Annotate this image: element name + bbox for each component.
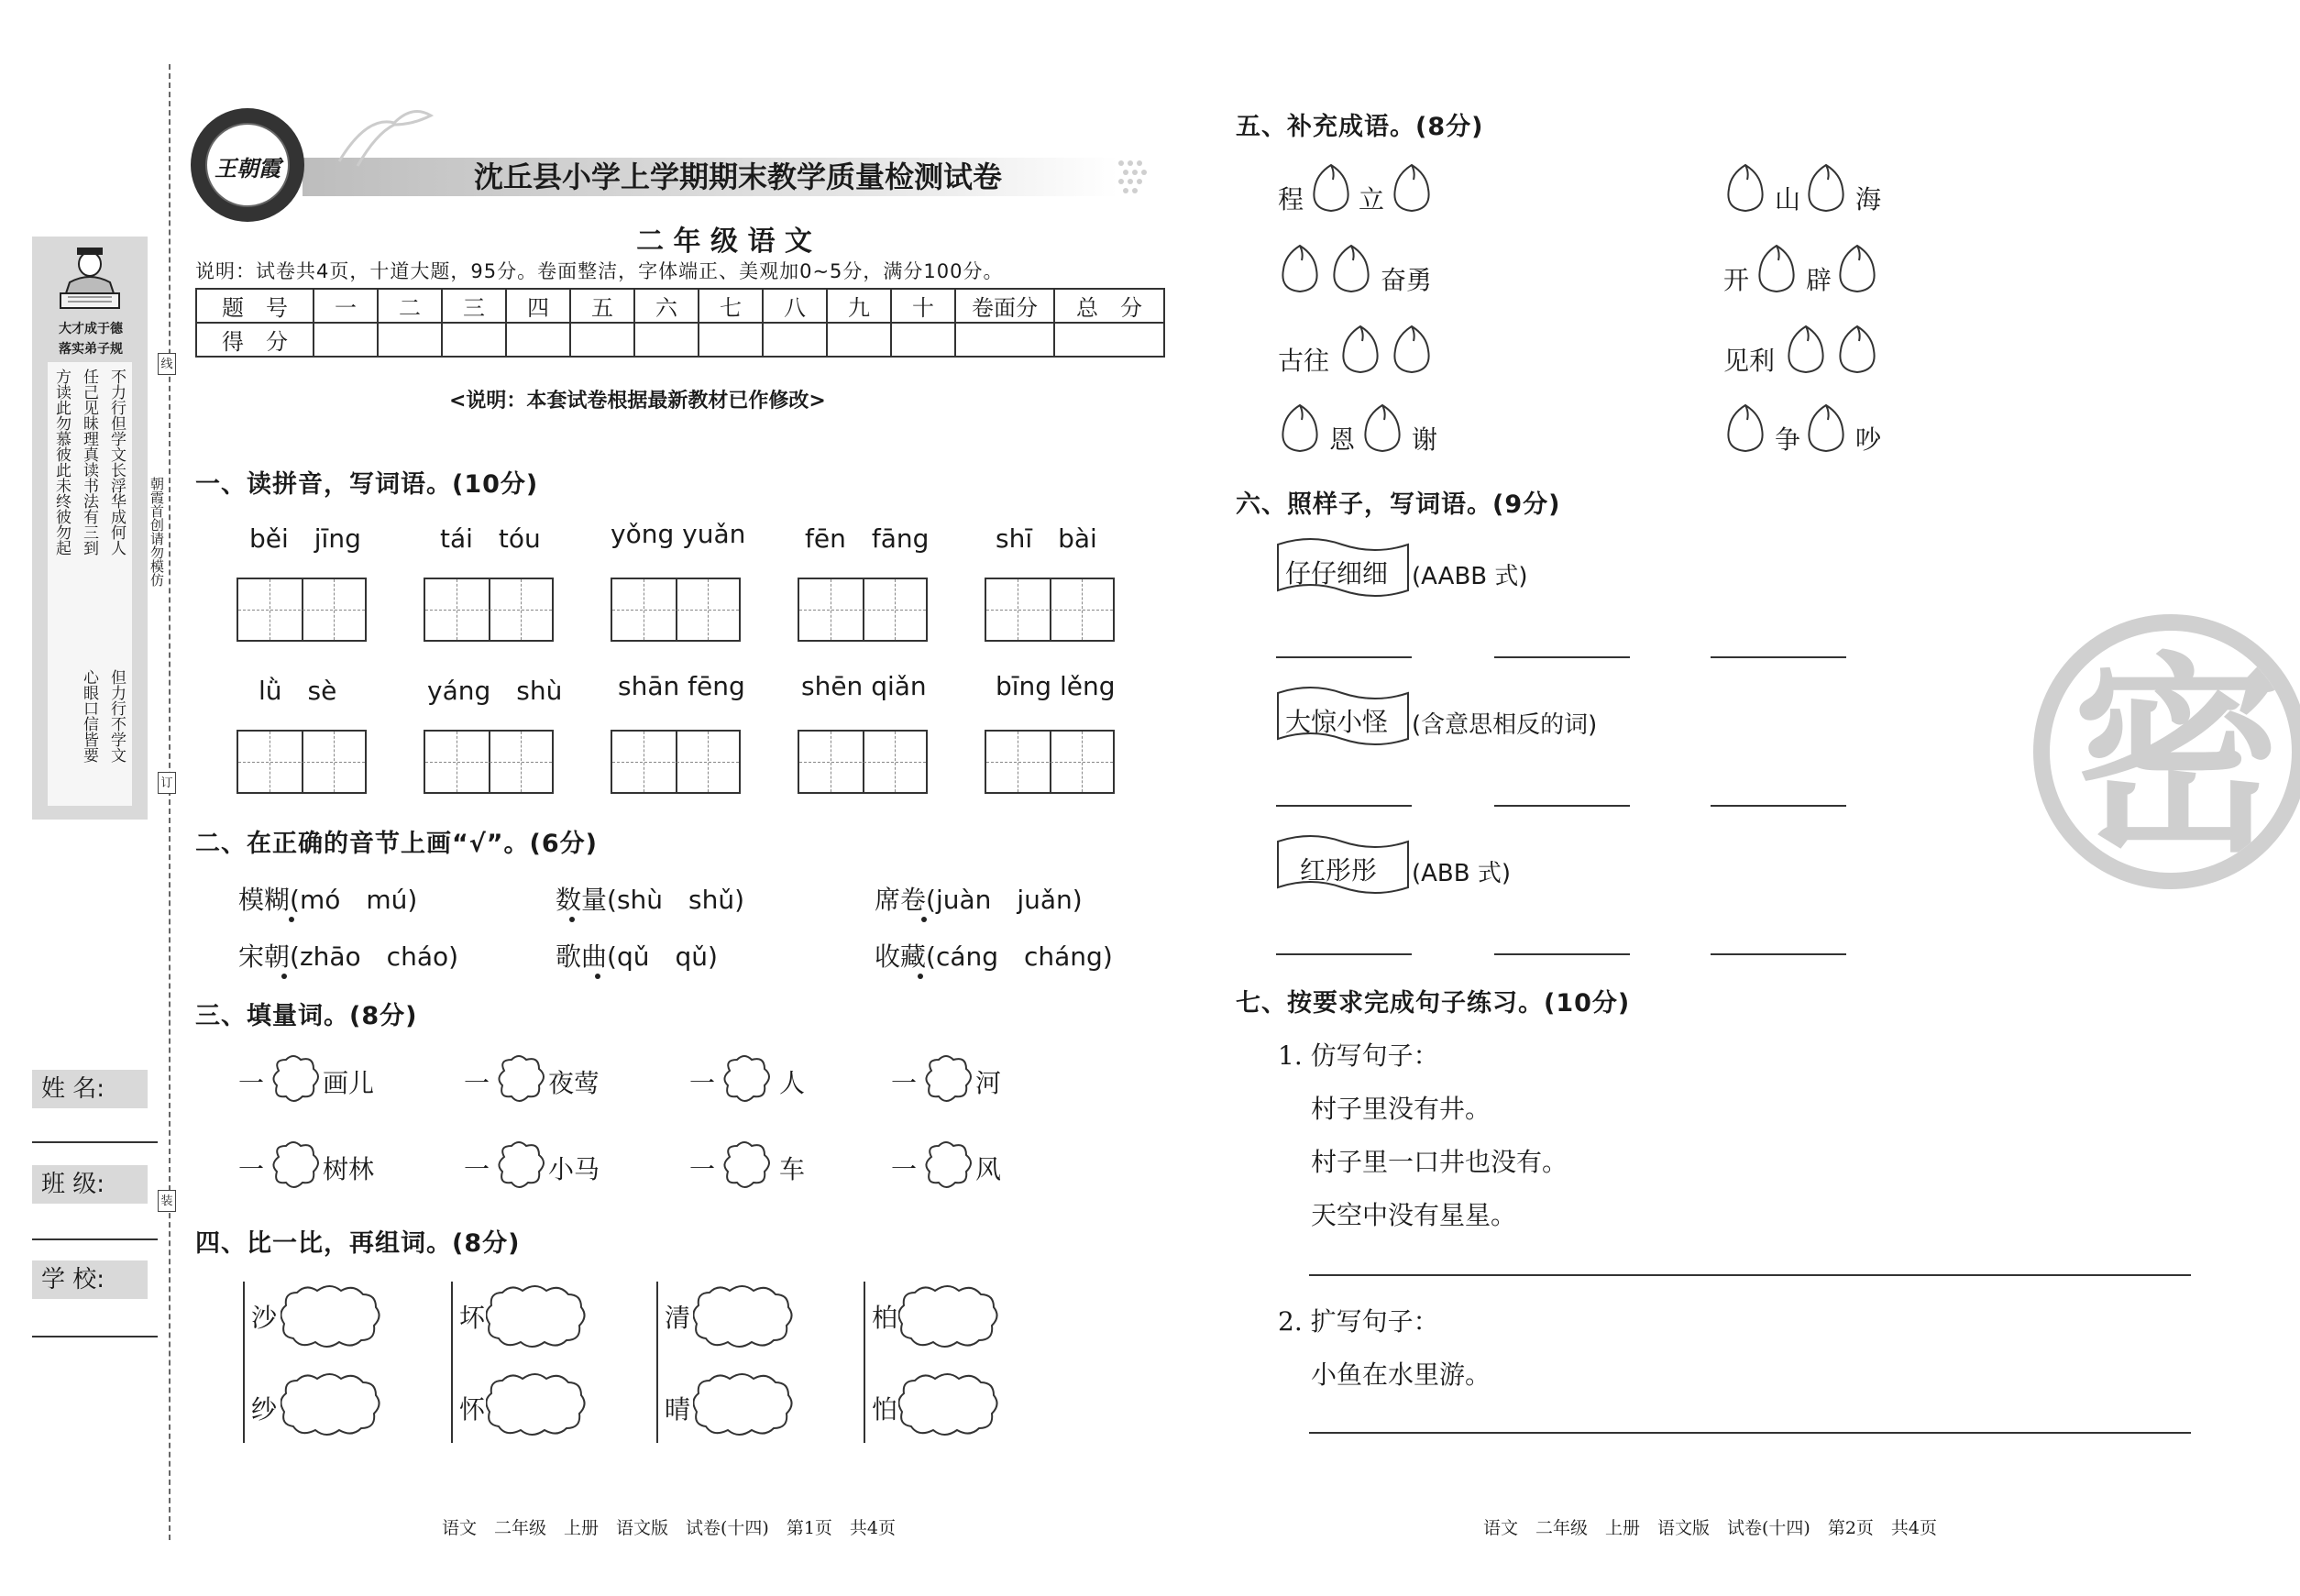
idiom-peach-blank[interactable] (1327, 242, 1379, 297)
s2-item[interactable] (238, 937, 458, 974)
s2-item[interactable] (556, 937, 718, 974)
pinyin-2-2: yáng shù (427, 676, 563, 706)
word-cloud-blank[interactable] (693, 1371, 801, 1437)
idiom-peach-blank[interactable] (1276, 242, 1327, 297)
emphasis-dot (281, 974, 287, 979)
idiom-peach-blank[interactable] (1722, 161, 1773, 216)
example-hint: (AABB 式) (1412, 563, 1528, 590)
s2-pinyin: (zhāo cháo) (290, 941, 459, 972)
answer-line[interactable] (1711, 805, 1846, 807)
s3-noun: 小马 (548, 1154, 600, 1184)
idiom-peach-blank[interactable] (1337, 323, 1388, 378)
exam-title: 沈丘县小学上学期期末教学质量检测试卷 (473, 160, 1002, 194)
compare-char: 纱 (251, 1394, 278, 1425)
section2-heading: 二、在正确的音节上画“√”。(6分) (195, 830, 598, 858)
measure-word-blank[interactable] (924, 1054, 975, 1106)
answer-line[interactable] (1276, 805, 1412, 807)
idiom-peach-blank[interactable] (1753, 242, 1804, 297)
pinyin-2-5: bīng lěng (996, 671, 1116, 701)
word-cloud-blank[interactable] (898, 1371, 1007, 1437)
idiom-text: 程 (1278, 184, 1304, 215)
writing-grid[interactable] (798, 730, 928, 794)
school-field[interactable] (32, 1336, 158, 1337)
s3-noun: 夜莺 (548, 1068, 600, 1098)
idiom-text: 谢 (1412, 424, 1438, 455)
emphasis-dot (921, 917, 927, 922)
name-field[interactable] (32, 1141, 158, 1143)
answer-line[interactable] (1276, 953, 1412, 955)
measure-word-blank[interactable] (271, 1054, 323, 1106)
s2-item[interactable] (556, 880, 744, 917)
idiom-text: 争 (1775, 424, 1801, 455)
idiom-peach-blank[interactable] (1359, 402, 1410, 457)
class-label: 班 级: (32, 1165, 148, 1204)
scholar-illustration (44, 240, 136, 317)
score-cell[interactable] (827, 323, 891, 357)
class-field[interactable] (32, 1238, 158, 1240)
score-cell[interactable] (634, 323, 699, 357)
writing-grid[interactable] (424, 730, 554, 794)
s3-prefix: 一 (464, 1154, 490, 1184)
word-cloud-blank[interactable] (486, 1371, 594, 1437)
writing-grid[interactable] (985, 578, 1115, 642)
emphasis-dot (569, 917, 575, 922)
idiom-peach-blank[interactable] (1782, 323, 1833, 378)
s2-item[interactable] (238, 880, 417, 917)
sidebar-poem-col-3: 方读此勿慕彼此未终彼勿起 (52, 369, 71, 556)
revision-note: <说明：本套试卷根据最新教材已作修改> (449, 390, 826, 413)
pinyin-1-4: fēn fāng (805, 523, 930, 554)
s2-word: 宋朝 (238, 941, 291, 972)
word-cloud-blank[interactable] (281, 1283, 389, 1349)
writing-grid[interactable] (798, 578, 928, 642)
pinyin-2-1: lǜ sè (259, 676, 337, 706)
q1-sentence: 村子里没有井。 (1311, 1094, 1491, 1124)
score-cell[interactable] (506, 323, 570, 357)
measure-word-blank[interactable] (722, 1054, 774, 1106)
emphasis-dot (918, 974, 923, 979)
s3-prefix: 一 (464, 1068, 490, 1098)
idiom-text: 海 (1855, 184, 1882, 215)
compare-char: 怀 (459, 1394, 486, 1425)
q1-label: 1. 仿写句子： (1278, 1040, 1439, 1071)
writing-grid[interactable] (985, 730, 1115, 794)
word-cloud-blank[interactable] (486, 1283, 594, 1349)
s3-prefix: 一 (238, 1068, 265, 1098)
cut-mark-3: 装 (158, 1190, 176, 1212)
s2-word: 席卷 (875, 885, 927, 915)
idiom-peach-blank[interactable] (1307, 161, 1359, 216)
q2-sentence: 小鱼在水里游。 (1311, 1359, 1491, 1390)
example-word: 大惊小怪 (1285, 707, 1389, 737)
score-header-cell: 四 (506, 289, 570, 323)
idiom-text: 开 (1723, 265, 1750, 295)
idiom-text: 立 (1359, 184, 1385, 215)
s3-noun: 河 (975, 1068, 1002, 1098)
footer-left: 语文 二年级 上册 语文版 试卷(十四) 第1页 共4页 (442, 1518, 897, 1538)
s3-noun: 画儿 (323, 1068, 375, 1098)
answer-line[interactable] (1494, 953, 1630, 955)
score-cell[interactable] (891, 323, 955, 357)
school-label: 学 校: (32, 1260, 148, 1299)
idiom-text: 奋勇 (1381, 265, 1433, 295)
answer-line[interactable] (1494, 656, 1630, 658)
score-cell[interactable] (699, 323, 763, 357)
score-row-label: 得 分 (196, 323, 314, 357)
s2-pinyin: (juàn juǎn) (926, 885, 1083, 915)
score-cell[interactable] (314, 323, 378, 357)
idiom-peach-blank[interactable] (1802, 161, 1854, 216)
emphasis-dot (595, 974, 600, 979)
compare-char: 柏 (872, 1303, 898, 1333)
measure-word-blank[interactable] (722, 1140, 774, 1192)
score-header-cell: 九 (827, 289, 891, 323)
section7-heading: 七、按要求完成句子练习。(10分) (1236, 989, 1631, 1018)
s2-pinyin: (shù shǔ) (607, 885, 745, 915)
idiom-peach-blank[interactable] (1276, 402, 1327, 457)
s3-prefix: 一 (891, 1154, 918, 1184)
s2-item[interactable] (875, 880, 1083, 917)
section3-heading: 三、填量词。(8分) (195, 1002, 418, 1030)
answer-line[interactable] (1309, 1432, 2191, 1434)
score-cell[interactable] (1054, 323, 1164, 357)
pinyin-1-3: yǒng yuǎn (611, 519, 746, 549)
writing-grid[interactable] (611, 578, 741, 642)
section4-heading: 四、比一比，再组词。(8分) (195, 1229, 521, 1258)
section5-heading: 五、补充成语。(8分) (1236, 113, 1484, 141)
s2-word: 数量 (556, 885, 608, 915)
exam-instructions: 说明：试卷共4页，十道大题，95分。卷面整洁，字体端正、美观加0~5分，满分100分。 (195, 260, 1004, 282)
idiom-peach-blank[interactable] (1722, 402, 1773, 457)
score-table (195, 288, 1165, 358)
compare-char: 坏 (459, 1303, 486, 1333)
example-word: 仔仔细细 (1285, 558, 1389, 589)
compare-bracket (864, 1282, 865, 1443)
writing-grid[interactable] (237, 578, 367, 642)
s3-prefix: 一 (689, 1154, 716, 1184)
writing-grid[interactable] (424, 578, 554, 642)
score-header-cell: 三 (442, 289, 506, 323)
compare-char: 清 (665, 1303, 691, 1333)
measure-word-blank[interactable] (497, 1140, 548, 1192)
word-cloud-blank[interactable] (898, 1283, 1007, 1349)
sidebar-poem-col-5: 心眼口信皆要 (80, 669, 98, 763)
answer-line[interactable] (1276, 656, 1412, 658)
sidebar-motto-2: 落实弟子规 (59, 342, 123, 357)
compare-char: 沙 (251, 1303, 278, 1333)
idiom-text: 见利 (1723, 346, 1776, 376)
sidebar-seal-text: 朝霞首创请勿模仿 (149, 477, 165, 587)
score-header-cell: 十 (891, 289, 955, 323)
pinyin-2-3: shān fēng (618, 671, 745, 701)
s3-noun: 风 (975, 1154, 1002, 1184)
score-cell[interactable] (763, 323, 827, 357)
s3-prefix: 一 (891, 1068, 918, 1098)
pinyin-2-4: shēn qiǎn (801, 671, 927, 701)
confidential-seal (2033, 614, 2300, 889)
score-cell[interactable] (955, 323, 1054, 357)
s3-prefix: 一 (689, 1068, 716, 1098)
example-hint: (ABB 式) (1412, 860, 1512, 887)
confidential-seal-char: 密 (2072, 636, 2283, 881)
score-header-cell: 七 (699, 289, 763, 323)
measure-word-blank[interactable] (271, 1140, 323, 1192)
footer-right: 语文 二年级 上册 语文版 试卷(十四) 第2页 共4页 (1483, 1518, 1938, 1538)
score-header-cell: 八 (763, 289, 827, 323)
compare-bracket (451, 1282, 453, 1443)
q2-label: 2. 扩写句子： (1278, 1306, 1439, 1337)
idiom-text: 恩 (1329, 424, 1356, 455)
compare-bracket (656, 1282, 658, 1443)
score-header-cell: 二 (378, 289, 442, 323)
sidebar-poem-col-4: 但力行不学文 (107, 669, 126, 763)
score-cell[interactable] (378, 323, 442, 357)
emphasis-dot (289, 917, 294, 922)
word-cloud-blank[interactable] (281, 1371, 389, 1437)
answer-line[interactable] (1711, 953, 1846, 955)
s3-noun: 树林 (323, 1154, 375, 1184)
banner-dots (1117, 158, 1153, 196)
score-cell[interactable] (442, 323, 506, 357)
s3-noun: 车 (779, 1154, 806, 1184)
cut-mark-1: 线 (158, 353, 176, 375)
s2-word: 歌曲 (556, 941, 608, 972)
word-cloud-blank[interactable] (693, 1283, 801, 1349)
pinyin-1-5: shī bài (996, 523, 1097, 554)
writing-grid[interactable] (237, 730, 367, 794)
cut-mark-2: 订 (158, 772, 176, 794)
idiom-text: 吵 (1855, 424, 1882, 455)
example-hint: (含意思相反的词) (1412, 711, 1598, 739)
score-header-cell: 一 (314, 289, 378, 323)
idiom-peach-blank[interactable] (1802, 402, 1854, 457)
score-cell[interactable] (570, 323, 634, 357)
answer-line[interactable] (1711, 656, 1846, 658)
sidebar-poem-col-2: 任己见昧理真读书法有三到 (80, 369, 98, 556)
s2-pinyin: (mó mú) (290, 885, 418, 915)
score-header-cell: 五 (570, 289, 634, 323)
binding-dashed-line (169, 64, 171, 1540)
idiom-text: 山 (1775, 184, 1801, 215)
writing-grid[interactable] (611, 730, 741, 794)
compare-char: 晴 (665, 1394, 691, 1425)
idiom-text: 辟 (1806, 265, 1832, 295)
idiom-text: 古往 (1278, 346, 1330, 376)
s2-item[interactable] (875, 937, 1113, 974)
score-header-cell: 六 (634, 289, 699, 323)
logo-text: 王朝霞 (215, 155, 281, 182)
s3-prefix: 一 (238, 1154, 265, 1184)
q1-sentence: 天空中没有星星。 (1311, 1200, 1517, 1230)
s2-pinyin: (qǔ qǔ) (607, 941, 718, 972)
compare-bracket (243, 1282, 245, 1443)
sidebar-motto-1: 大才成于德 (59, 322, 123, 336)
s2-word: 收藏 (875, 941, 927, 972)
idiom-peach-blank[interactable] (1833, 242, 1885, 297)
pinyin-1-2: tái tóu (440, 523, 541, 554)
answer-line[interactable] (1309, 1274, 2191, 1276)
pinyin-1-1: běi jīng (249, 523, 361, 554)
exam-subtitle: 二 年 级 语 文 (636, 226, 812, 258)
s3-noun: 人 (779, 1068, 806, 1098)
answer-line[interactable] (1494, 805, 1630, 807)
example-word: 红彤彤 (1300, 855, 1378, 886)
q1-sentence: 村子里一口井也没有。 (1311, 1147, 1568, 1177)
section1-heading: 一、读拼音，写词语。(10分) (195, 470, 539, 499)
sidebar-poem-col-1: 不力行但学文长浮华成何人 (107, 369, 126, 556)
compare-char: 怕 (872, 1394, 898, 1425)
score-header-cell: 卷面分 (955, 289, 1054, 323)
idiom-peach-blank[interactable] (1833, 323, 1885, 378)
s2-word: 模糊 (238, 885, 291, 915)
score-header-cell: 总 分 (1054, 289, 1164, 323)
name-label: 姓 名: (32, 1070, 148, 1108)
idiom-peach-blank[interactable] (1388, 161, 1439, 216)
s2-pinyin: (cáng cháng) (926, 941, 1113, 972)
idiom-peach-blank[interactable] (1388, 323, 1439, 378)
section6-heading: 六、照样子，写词语。(9分) (1236, 490, 1561, 519)
score-header-cell: 题 号 (196, 289, 314, 323)
measure-word-blank[interactable] (497, 1054, 548, 1106)
measure-word-blank[interactable] (924, 1140, 975, 1192)
